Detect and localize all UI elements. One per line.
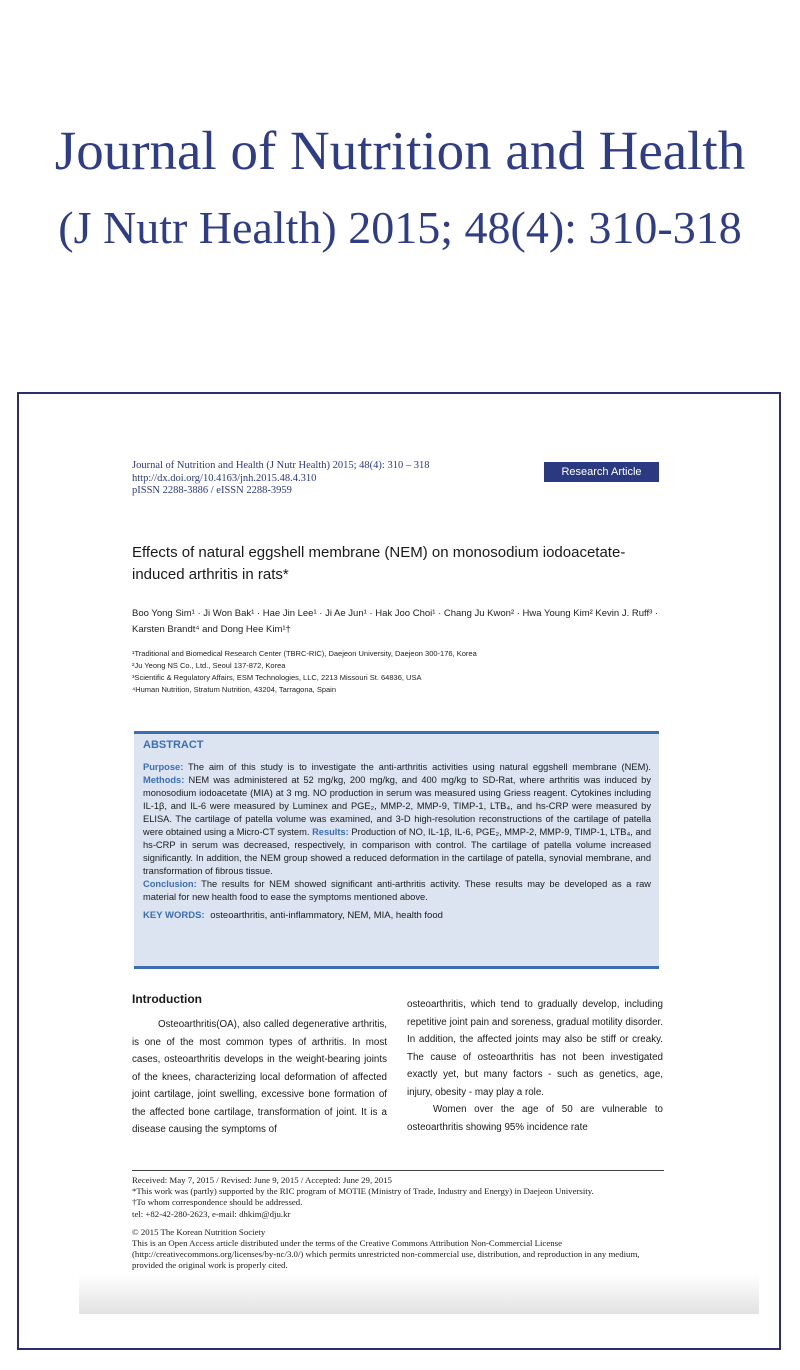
- received-dates: Received: May 7, 2015 / Revised: June 9, 2015 / Accepted: June 29, 2015: [132, 1175, 392, 1185]
- intro-left-column: [132, 1016, 387, 1139]
- copyright-line: © 2015 The Korean Nutrition Society: [132, 1226, 266, 1237]
- keywords-line: [143, 910, 651, 921]
- intro-right-column: [407, 996, 663, 1136]
- intro-paragraph: Women over the age of 50 are vulnerable to osteoarthritis showing 95% incidence rate: [407, 1104, 663, 1133]
- introduction-heading: Introduction: [132, 992, 202, 1006]
- footnotes: [132, 1175, 652, 1272]
- intro-paragraph: osteoarthritis, which tend to gradually develop, including repetitive joint pain and soreness, gradual motility disorder. In addition, the affected joints may also be stiff or creaky. The cause of osteoarthritis has not been investigated exactly yet, but many factors - such as genetics, age, injury, obesity - may play a role.: [407, 999, 663, 1098]
- affiliation-item: ³Scientific & Regulatory Affairs, ESM Technologies, LLC, 2213 Missouri St. 64836, USA: [132, 673, 422, 682]
- author-list: Boo Yong Sim¹ · Ji Won Bak¹ · Hae Jin Lee¹ · Ji Ae Jun¹ · Hak Joo Choi¹ · Chang Ju Kwon² · Hwa Young Kim² Kevin J. Ruff³ · Karsten Brandt⁴ and Dong Hee Kim¹†: [132, 608, 659, 635]
- paper-frame: [17, 392, 781, 1350]
- contact-info[interactable]: tel: +82-42-280-2623, e-mail: dhkim@dju.kr: [132, 1208, 291, 1219]
- abstract-box: [134, 731, 659, 969]
- correspondence-note: †To whom correspondence should be addressed.: [132, 1197, 303, 1208]
- results-text: Production of NO, IL-1β, IL-6, PGE₂, MMP-2, MMP-9, TIMP-1, LTB₄, and hs-CRP in serum was decreased, respectively, in comparison with control. The cartilage of patella volume increased significantly. In addition, the NEM group showed a reduced deformation in the cartilage of patella, synovial membrane, and transformation of fibrous tissue.: [143, 827, 651, 876]
- keywords-text: osteoarthritis, anti-inflammatory, NEM, MIA, health food: [210, 910, 443, 921]
- abstract-text: [143, 761, 651, 904]
- funding-note: *This work was (partly) supported by the RIC program of MOTIE (Ministry of Trade, Industry and Energy) in Daejeon University.: [132, 1186, 594, 1197]
- conclusion-text: The results for NEM showed significant anti-arthritis activity. These results may be developed as a raw material for new health food to ease the symptoms mentioned above.: [143, 879, 651, 902]
- purpose-label: Purpose:: [143, 762, 184, 772]
- purpose-text: The aim of this study is to investigate the anti-arthritis activities using natural eggshell membrane (NEM).: [187, 762, 651, 772]
- article-type-badge: Research Article: [544, 462, 659, 482]
- affiliation-item: ⁴Human Nutrition, Stratum Nutrition, 43204, Tarragona, Spain: [132, 685, 337, 694]
- affiliation-item: ²Ju Yeong NS Co., Ltd., Seoul 137-872, Korea: [132, 661, 286, 670]
- intro-paragraph: Osteoarthritis(OA), also called degenerative arthritis, is one of the most common types of arthritis. In most cases, osteoarthritis develops in the weight-bearing joints of the knees, characterizing local deformation of affected joint cartilage, joint swelling, excessive bone formation of the affected bone cartilage, transformation of joint. It is a disease causing the symptoms of: [132, 1019, 387, 1135]
- meta-issn-line: pISSN 2288-3886 / eISSN 2288-3959: [132, 485, 292, 496]
- affiliation-item: ¹Traditional and Biomedical Research Center (TBRC-RIC), Daejeon University, Daejeon 300-176, Korea: [132, 649, 477, 658]
- footnote-divider: [132, 1170, 664, 1171]
- results-label: Results:: [312, 827, 349, 837]
- keywords-label: KEY WORDS:: [143, 910, 205, 921]
- page-bottom-shadow: [79, 1274, 759, 1314]
- meta-journal-line: Journal of Nutrition and Health (J Nutr Health) 2015; 48(4): 310 – 318: [132, 460, 430, 471]
- affiliation-list: [132, 648, 662, 696]
- journal-citation: (J Nutr Health) 2015; 48(4): 310-318: [58, 202, 742, 253]
- meta-doi-line[interactable]: http://dx.doi.org/10.4163/jnh.2015.48.4.310: [132, 472, 317, 484]
- paper-title: Effects of natural eggshell membrane (NEM) on monosodium iodoacetate-induced arthritis in rats*: [132, 544, 626, 583]
- conclusion-label: Conclusion:: [143, 879, 197, 889]
- methods-label: Methods:: [143, 775, 185, 785]
- journal-title: Journal of Nutrition and Health: [54, 120, 746, 181]
- paper-meta: [132, 460, 429, 498]
- abstract-heading: ABSTRACT: [143, 739, 204, 751]
- methods-text: NEM was administered at 52 mg/kg, 200 mg/kg, and 400 mg/kg to SD-Rat, where arthritis was induced by monosodium iodoacetate (MIA) at 3 mg. NO production in serum was measured using Griess reagent. Cytokines including IL-1β, and IL-6 were measured by Luminex and PGE₂, MMP-2, MMP-9, TIMP-1, LTB₄, and hs-CRP were measured by ELISA. The cartilage of patella volume was examined, and 3-D high-resolution reconstructions of the cartilage of patella were obtained using a Micro-CT system.: [143, 775, 651, 837]
- license-text: This is an Open Access article distributed under the terms of the Creative Commons Attribution Non-Commercial License (http://creativecommons.org/licenses/by-nc/3.0/) which permits unrestricted non-commercial use, distribution, and reproduction in any medium, provided the original work is properly cited.: [132, 1238, 640, 1271]
